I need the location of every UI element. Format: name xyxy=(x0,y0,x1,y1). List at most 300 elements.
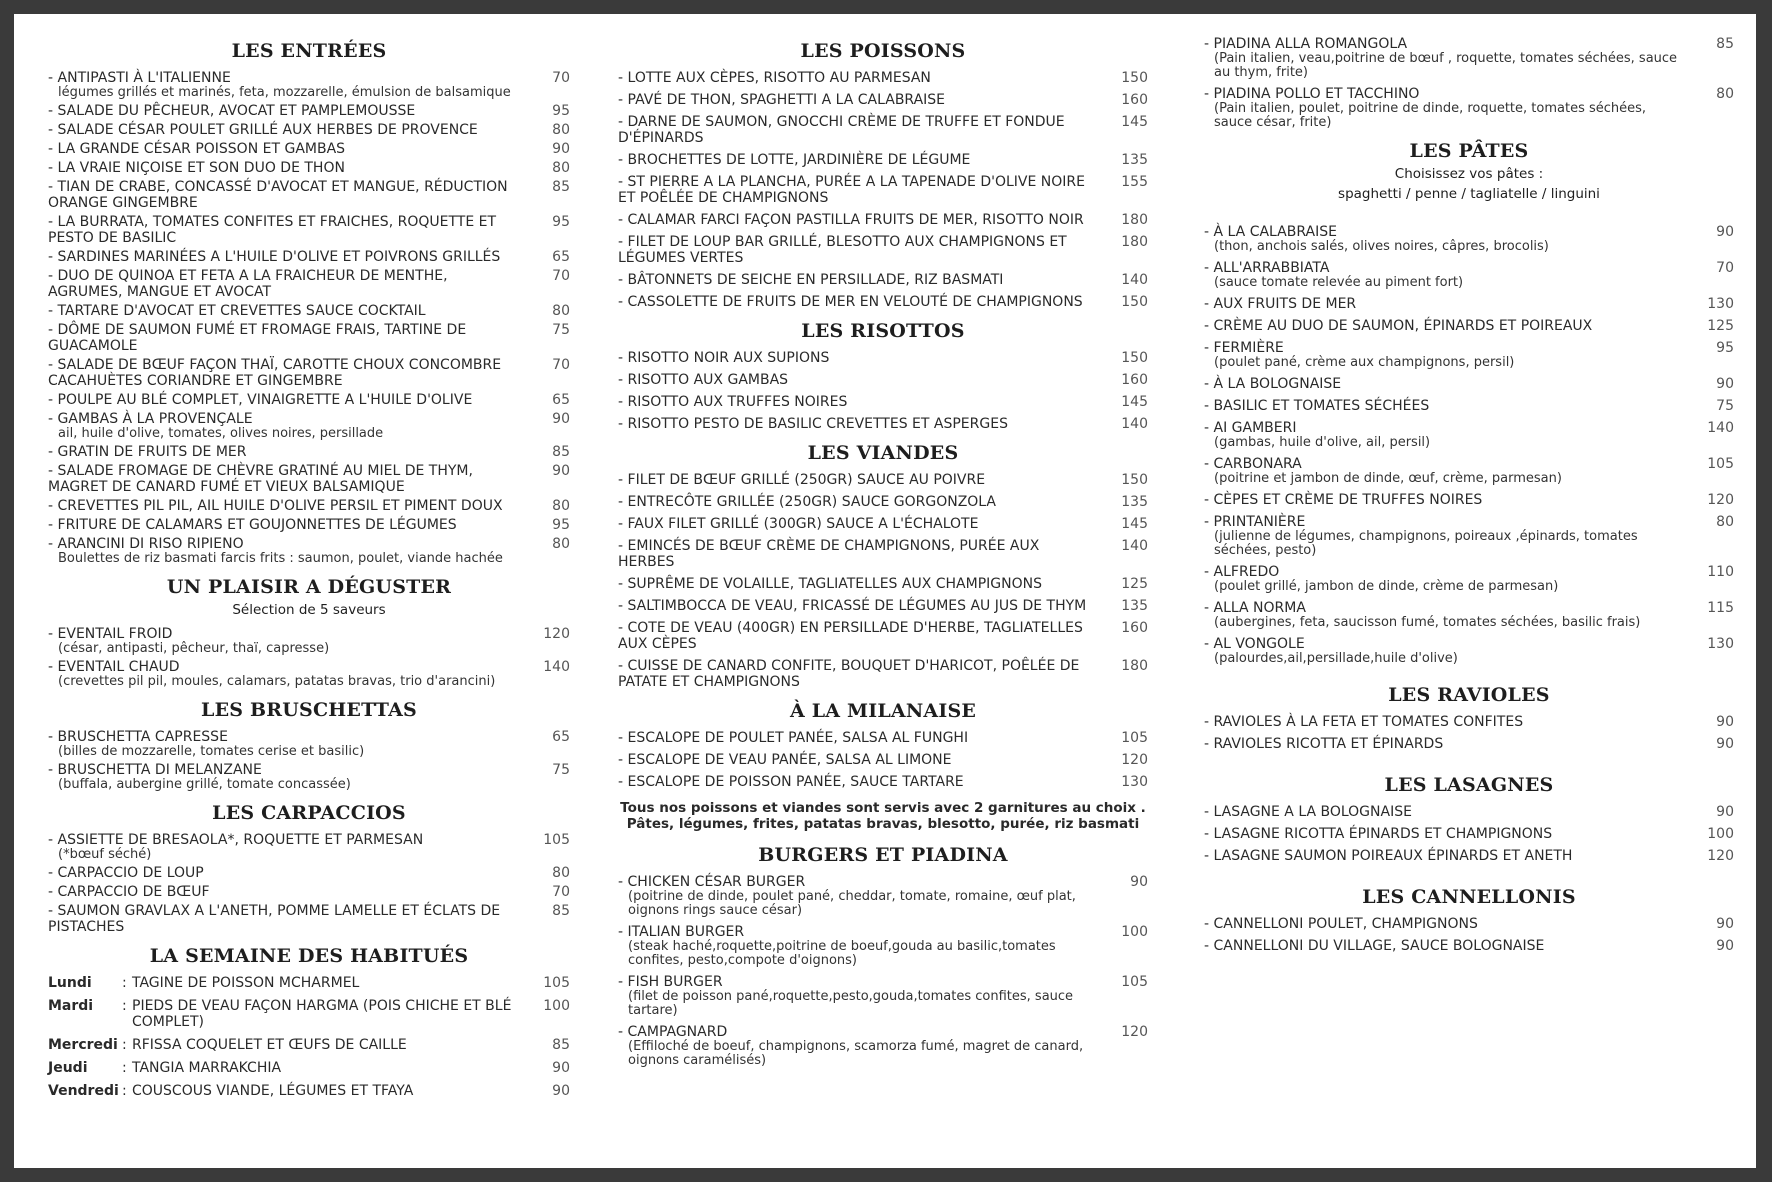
item-name: - RISOTTO AUX GAMBAS xyxy=(618,372,1100,388)
menu-item xyxy=(618,752,1148,768)
item-name: - BASILIC ET TOMATES SÉCHÉES xyxy=(1204,398,1686,414)
menu-item xyxy=(1204,296,1734,312)
menu-item xyxy=(48,160,570,176)
item-name: - ESCALOPE DE POISSON PANÉE, SAUCE TARTARE xyxy=(618,774,1100,790)
item-price: 85 xyxy=(552,179,570,195)
item-name: - DARNE DE SAUMON, GNOCCHI CRÈME DE TRUFFE ET FONDUE D'ÉPINARDS xyxy=(618,114,1100,146)
item-name: - À LA CALABRAISE xyxy=(1204,224,1686,240)
item-price: 105 xyxy=(1121,730,1148,746)
item-text xyxy=(48,268,536,300)
item-price: 130 xyxy=(1707,636,1734,652)
item-text xyxy=(618,494,1114,510)
item-name: - CARBONARA xyxy=(1204,456,1686,472)
item-price: 85 xyxy=(552,444,570,460)
item-price: 140 xyxy=(1707,420,1734,436)
menu-item xyxy=(48,498,570,514)
item-name: - LASAGNE SAUMON POIREAUX ÉPINARDS ET ANETH xyxy=(1204,848,1686,864)
item-name: - EMINCÉS DE BŒUF CRÈME DE CHAMPIGNONS, PURÉE AUX HERBES xyxy=(618,538,1100,570)
item-text xyxy=(1204,224,1700,254)
item-price: 120 xyxy=(1707,492,1734,508)
menu-item xyxy=(618,974,1148,1018)
item-text xyxy=(1204,564,1700,594)
section-title: LES RISOTTOS xyxy=(801,320,965,342)
menu-item xyxy=(1204,224,1734,254)
item-name: - SARDINES MARINÉES A L'HUILE D'OLIVE ET POIVRONS GRILLÉS xyxy=(48,249,522,265)
item-name: - CÈPES ET CRÈME DE TRUFFES NOIRES xyxy=(1204,492,1686,508)
item-price: 105 xyxy=(1121,974,1148,990)
item-description: (sauce tomate relevée au piment fort) xyxy=(1214,275,1464,290)
item-text xyxy=(1204,260,1700,290)
item-description: (poulet grillé, jambon de dinde, crème de parmesan) xyxy=(1214,579,1559,594)
item-text xyxy=(618,538,1114,570)
item-text xyxy=(618,620,1114,652)
menu-section xyxy=(618,442,1148,690)
menu-item xyxy=(48,865,570,881)
item-name: - BRUSCHETTA DI MELANZANE xyxy=(48,762,522,778)
item-description: (billes de mozzarelle, tomates cerise et basilic) xyxy=(58,744,365,759)
item-description: (*bœuf séché) xyxy=(58,847,152,862)
item-price: 80 xyxy=(552,865,570,881)
item-price: 140 xyxy=(543,659,570,675)
item-text xyxy=(618,752,1114,768)
item-text xyxy=(1204,938,1700,954)
item-price: 80 xyxy=(1716,514,1734,530)
menu-item xyxy=(1204,826,1734,842)
item-text xyxy=(618,272,1114,288)
weekday-row xyxy=(48,1083,570,1099)
weekday-price: 100 xyxy=(543,998,570,1014)
menu-item xyxy=(1204,938,1734,954)
menu-item xyxy=(48,536,570,566)
item-name: - EVENTAIL CHAUD xyxy=(48,659,522,675)
menu-item xyxy=(618,114,1148,146)
weekday-label: Mardi xyxy=(48,998,94,1014)
section-subtitle: spaghetti / penne / tagliatelle / linguini xyxy=(1338,186,1600,202)
section-title: LES POISSONS xyxy=(800,40,966,62)
item-text xyxy=(618,174,1114,206)
item-text xyxy=(48,214,536,246)
item-price: 65 xyxy=(552,729,570,745)
item-price: 95 xyxy=(552,517,570,533)
section-title: LES RAVIOLES xyxy=(1388,684,1550,706)
item-text xyxy=(1204,736,1700,752)
item-name: - AI GAMBERI xyxy=(1204,420,1686,436)
item-text xyxy=(48,160,536,176)
section-title: UN PLAISIR A DÉGUSTER xyxy=(166,576,452,598)
item-price: 160 xyxy=(1121,620,1148,636)
menu-item xyxy=(618,152,1148,168)
menu-item xyxy=(48,357,570,389)
item-text xyxy=(618,1024,1114,1068)
weekday-dish: COUSCOUS VIANDE, LÉGUMES ET TFAYA xyxy=(132,1083,414,1099)
item-text xyxy=(48,303,536,319)
item-price: 155 xyxy=(1121,174,1148,190)
item-text xyxy=(48,141,536,157)
section-title: BURGERS ET PIADINA xyxy=(758,844,1008,866)
item-price: 90 xyxy=(1716,804,1734,820)
item-name: - LA GRANDE CÉSAR POISSON ET GAMBAS xyxy=(48,141,522,157)
menu-item xyxy=(48,411,570,441)
item-name: - RISOTTO NOIR AUX SUPIONS xyxy=(618,350,1100,366)
item-text xyxy=(618,92,1114,108)
item-name: - FAUX FILET GRILLÉ (300GR) SAUCE A L'ÉCHALOTE xyxy=(618,516,1100,532)
item-text xyxy=(1204,492,1700,508)
item-price: 135 xyxy=(1121,598,1148,614)
item-price: 95 xyxy=(1716,340,1734,356)
menu-item xyxy=(48,303,570,319)
weekday-label: Jeudi xyxy=(48,1060,88,1076)
item-price: 70 xyxy=(552,357,570,373)
item-text xyxy=(618,774,1114,790)
menu-item xyxy=(48,463,570,495)
item-name: - LA BURRATA, TOMATES CONFITES ET FRAICHES, ROQUETTE ET PESTO DE BASILIC xyxy=(48,214,522,246)
menu-item xyxy=(618,294,1148,310)
item-description: (poulet pané, crème aux champignons, persil) xyxy=(1214,355,1515,370)
item-text xyxy=(48,536,536,566)
item-price: 95 xyxy=(552,214,570,230)
item-name: - CANNELLONI DU VILLAGE, SAUCE BOLOGNAISE xyxy=(1204,938,1686,954)
item-price: 95 xyxy=(552,103,570,119)
menu-section xyxy=(48,40,570,566)
item-name: - CALAMAR FARCI FAÇON PASTILLA FRUITS DE MER, RISOTTO NOIR xyxy=(618,212,1100,228)
item-text xyxy=(618,394,1114,410)
section-title: LES CANNELLONIS xyxy=(1362,886,1576,908)
menu-item xyxy=(618,774,1148,790)
menu-item xyxy=(1204,514,1734,558)
item-price: 90 xyxy=(1716,224,1734,240)
item-text xyxy=(1204,36,1700,80)
menu-item xyxy=(618,1024,1148,1068)
menu-item xyxy=(48,832,570,862)
item-price: 65 xyxy=(552,249,570,265)
item-price: 160 xyxy=(1121,92,1148,108)
weekday-price: 105 xyxy=(543,975,570,991)
item-price: 100 xyxy=(1121,924,1148,940)
item-text xyxy=(618,516,1114,532)
menu-item xyxy=(618,394,1148,410)
item-text xyxy=(618,350,1114,366)
weekday-dish: TAGINE DE POISSON MCHARMEL xyxy=(132,975,360,991)
item-text xyxy=(48,498,536,514)
menu-item xyxy=(48,903,570,935)
item-name: - ARANCINI DI RISO RIPIENO xyxy=(48,536,522,552)
menu-section xyxy=(48,576,570,689)
menu-item xyxy=(1204,376,1734,392)
menu-item xyxy=(48,70,570,100)
item-price: 80 xyxy=(552,160,570,176)
item-description: (Pain italien, veau,poitrine de bœuf , roquette, tomates séchées, sauce au thym, frite) xyxy=(1214,51,1678,80)
item-name: - AL VONGOLE xyxy=(1204,636,1686,652)
menu-item xyxy=(48,322,570,354)
item-name: - ALLA NORMA xyxy=(1204,600,1686,616)
item-name: - COTE DE VEAU (400GR) EN PERSILLADE D'HERBE, TAGLIATELLES AUX CÈPES xyxy=(618,620,1100,652)
item-name: - BRUSCHETTA CAPRESSE xyxy=(48,729,522,745)
item-text xyxy=(48,903,536,935)
item-price: 110 xyxy=(1707,564,1734,580)
item-name: - ASSIETTE DE BRESAOLA*, ROQUETTE ET PARMESAN xyxy=(48,832,522,848)
menu-item xyxy=(618,234,1148,266)
item-text xyxy=(48,179,536,211)
item-text xyxy=(618,416,1114,432)
menu-item xyxy=(618,658,1148,690)
menu-column-right xyxy=(1204,36,1734,964)
item-price: 90 xyxy=(1716,714,1734,730)
item-name: - FRITURE DE CALAMARS ET GOUJONNETTES DE LÉGUMES xyxy=(48,517,522,533)
item-name: - CASSOLETTE DE FRUITS DE MER EN VELOUTÉ DE CHAMPIGNONS xyxy=(618,294,1100,310)
item-text xyxy=(1204,296,1700,312)
section-title: À LA MILANAISE xyxy=(789,700,977,722)
separator: : xyxy=(122,998,127,1014)
item-price: 140 xyxy=(1121,538,1148,554)
item-name: - BROCHETTES DE LOTTE, JARDINIÈRE DE LÉGUME xyxy=(618,152,1100,168)
item-text xyxy=(1204,916,1700,932)
menu-item xyxy=(1204,340,1734,370)
item-name: - PRINTANIÈRE xyxy=(1204,514,1686,530)
item-text xyxy=(48,865,536,881)
menu-item xyxy=(1204,916,1734,932)
menu-item xyxy=(1204,260,1734,290)
weekday-row xyxy=(48,998,570,1030)
menu-item xyxy=(48,122,570,138)
item-description: (palourdes,ail,persillade,huile d'olive) xyxy=(1214,651,1458,666)
item-text xyxy=(48,70,536,100)
item-text xyxy=(1204,376,1700,392)
weekday-price: 90 xyxy=(552,1083,570,1099)
item-text xyxy=(48,411,536,441)
item-name: - PAVÉ DE THON, SPAGHETTI A LA CALABRAISE xyxy=(618,92,1100,108)
item-price: 100 xyxy=(1707,826,1734,842)
item-text xyxy=(48,832,536,862)
menu-section xyxy=(1204,36,1734,130)
item-description: Boulettes de riz basmati farcis frits : saumon, poulet, viande hachée xyxy=(58,551,503,566)
item-name: - SALTIMBOCCA DE VEAU, FRICASSÉ DE LÉGUMES AU JUS DE THYM xyxy=(618,598,1100,614)
item-price: 180 xyxy=(1121,212,1148,228)
item-name: - SUPRÊME DE VOLAILLE, TAGLIATELLES AUX CHAMPIGNONS xyxy=(618,576,1100,592)
item-price: 90 xyxy=(1716,376,1734,392)
separator: : xyxy=(122,1060,127,1076)
item-price: 150 xyxy=(1121,350,1148,366)
section-title: LA SEMAINE DES HABITUÉS xyxy=(149,945,469,967)
item-name: - CREVETTES PIL PIL, AIL HUILE D'OLIVE PERSIL ET PIMENT DOUX xyxy=(48,498,522,514)
item-text xyxy=(1204,514,1700,558)
weekday-row xyxy=(48,1037,570,1053)
item-name: - FERMIÈRE xyxy=(1204,340,1686,356)
item-text xyxy=(618,212,1114,228)
menu-item xyxy=(1204,736,1734,752)
item-text xyxy=(1204,340,1700,370)
item-text xyxy=(618,372,1114,388)
item-price: 85 xyxy=(1716,36,1734,52)
item-text xyxy=(618,472,1114,488)
item-price: 130 xyxy=(1707,296,1734,312)
menu-section xyxy=(1204,684,1734,752)
item-name: - SALADE FROMAGE DE CHÈVRE GRATINÉ AU MIEL DE THYM, MAGRET DE CANARD FUMÉ ET VIEUX BALSAMIQUE xyxy=(48,463,522,495)
item-price: 80 xyxy=(1716,86,1734,102)
item-name: - PIADINA POLLO ET TACCHINO xyxy=(1204,86,1686,102)
menu-item xyxy=(48,103,570,119)
item-description: (poitrine de dinde, poulet pané, cheddar, tomate, romaine, œuf plat, oignons rings sauce césar) xyxy=(628,889,1076,918)
menu-item xyxy=(48,884,570,900)
menu-item xyxy=(618,576,1148,592)
item-name: - À LA BOLOGNAISE xyxy=(1204,376,1686,392)
item-text xyxy=(48,762,536,792)
habitues-section xyxy=(48,945,570,1099)
item-text xyxy=(618,924,1114,968)
item-text xyxy=(48,357,536,389)
item-price: 135 xyxy=(1121,494,1148,510)
item-name: - LOTTE AUX CÈPES, RISOTTO AU PARMESAN xyxy=(618,70,1100,86)
menu-section xyxy=(1204,774,1734,864)
item-price: 90 xyxy=(552,463,570,479)
item-text xyxy=(618,576,1114,592)
menu-item xyxy=(618,494,1148,510)
item-text xyxy=(618,294,1114,310)
item-price: 90 xyxy=(1716,736,1734,752)
item-name: - ALFREDO xyxy=(1204,564,1686,580)
weekday-row xyxy=(48,1060,570,1076)
item-name: - TARTARE D'AVOCAT ET CREVETTES SAUCE COCKTAIL xyxy=(48,303,522,319)
item-price: 140 xyxy=(1121,272,1148,288)
separator: : xyxy=(122,1037,127,1053)
item-name: - FILET DE BŒUF GRILLÉ (250GR) SAUCE AU POIVRE xyxy=(618,472,1100,488)
item-price: 120 xyxy=(1121,1024,1148,1040)
item-name: - BÂTONNETS DE SEICHE EN PERSILLADE, RIZ BASMATI xyxy=(618,272,1100,288)
item-name: - SALADE DU PÊCHEUR, AVOCAT ET PAMPLEMOUSSE xyxy=(48,103,522,119)
item-text xyxy=(48,626,536,656)
item-price: 105 xyxy=(1707,456,1734,472)
menu-item xyxy=(618,272,1148,288)
item-name: - SAUMON GRAVLAX A L'ANETH, POMME LAMELLE ET ÉCLATS DE PISTACHES xyxy=(48,903,522,935)
menu-column-middle xyxy=(618,36,1148,1078)
item-description: (julienne de légumes, champignons, poireaux ,épinards, tomates séchées, pesto) xyxy=(1214,529,1638,558)
menu-item xyxy=(1204,492,1734,508)
item-text xyxy=(48,103,536,119)
item-price: 105 xyxy=(543,832,570,848)
item-name: - LASAGNE RICOTTA ÉPINARDS ET CHAMPIGNONS xyxy=(1204,826,1686,842)
item-price: 180 xyxy=(1121,658,1148,674)
menu-item xyxy=(48,659,570,689)
menu-item xyxy=(1204,714,1734,730)
item-price: 145 xyxy=(1121,394,1148,410)
item-name: - DUO DE QUINOA ET FETA A LA FRAICHEUR DE MENTHE, AGRUMES, MANGUE ET AVOCAT xyxy=(48,268,522,300)
item-name: - RAVIOLES À LA FETA ET TOMATES CONFITES xyxy=(1204,714,1686,730)
item-description: (filet de poisson pané,roquette,pesto,gouda,tomates confites, sauce tartare) xyxy=(628,989,1074,1018)
item-name: - RISOTTO PESTO DE BASILIC CREVETTES ET ASPERGES xyxy=(618,416,1100,432)
menu-item xyxy=(48,392,570,408)
item-text xyxy=(618,152,1114,168)
menu-section xyxy=(618,800,1148,832)
item-text xyxy=(618,658,1114,690)
item-price: 75 xyxy=(552,322,570,338)
item-price: 140 xyxy=(1121,416,1148,432)
section-subtitle: Choisissez vos pâtes : xyxy=(1394,166,1544,182)
item-name: - ST PIERRE A LA PLANCHA, PURÉE A LA TAPENADE D'OLIVE NOIRE ET POÊLÉE DE CHAMPIGNONS xyxy=(618,174,1100,206)
item-name: - CARPACCIO DE BŒUF xyxy=(48,884,522,900)
garnish-note: Tous nos poissons et viandes sont servis avec 2 garnitures au choix . Pâtes, légumes, frites, patatas bravas, blesotto, purée, riz basmati xyxy=(620,800,1146,832)
item-price: 120 xyxy=(1121,752,1148,768)
item-price: 75 xyxy=(1716,398,1734,414)
menu-item xyxy=(1204,456,1734,486)
item-name: - AUX FRUITS DE MER xyxy=(1204,296,1686,312)
item-price: 90 xyxy=(1716,916,1734,932)
item-price: 125 xyxy=(1707,318,1734,334)
item-text xyxy=(1204,826,1700,842)
item-name: - SALADE DE BŒUF FAÇON THAÏ, CAROTTE CHOUX CONCOMBRE CACAHUÈTES CORIANDRE ET GINGEMBRE xyxy=(48,357,522,389)
item-text xyxy=(48,463,536,495)
item-price: 120 xyxy=(1707,848,1734,864)
item-text xyxy=(1204,86,1700,130)
menu-item xyxy=(618,598,1148,614)
menu-section xyxy=(618,700,1148,790)
menu-item xyxy=(618,350,1148,366)
item-text xyxy=(48,249,536,265)
item-name: - POULPE AU BLÉ COMPLET, VINAIGRETTE A L'HUILE D'OLIVE xyxy=(48,392,522,408)
item-text xyxy=(618,874,1114,918)
menu-item xyxy=(1204,636,1734,666)
menu-item xyxy=(618,516,1148,532)
menu-item xyxy=(1204,804,1734,820)
item-name: - ANTIPASTI À L'ITALIENNE xyxy=(48,70,522,86)
item-price: 80 xyxy=(552,303,570,319)
menu-item xyxy=(1204,600,1734,630)
menu-item xyxy=(48,249,570,265)
item-price: 80 xyxy=(552,498,570,514)
item-name: - GRATIN DE FRUITS DE MER xyxy=(48,444,522,460)
item-name: - CARPACCIO DE LOUP xyxy=(48,865,522,881)
item-text xyxy=(1204,420,1700,450)
menu-item xyxy=(618,70,1148,86)
item-name: - CHICKEN CÉSAR BURGER xyxy=(618,874,1100,890)
item-text xyxy=(1204,804,1700,820)
item-price: 90 xyxy=(1130,874,1148,890)
item-text xyxy=(618,70,1114,86)
item-price: 150 xyxy=(1121,70,1148,86)
section-title: LES CARPACCIOS xyxy=(212,802,406,824)
menu-item xyxy=(618,212,1148,228)
item-name: - CRÈME AU DUO DE SAUMON, ÉPINARDS ET POIREAUX xyxy=(1204,318,1686,334)
menu-section xyxy=(618,320,1148,432)
menu-item xyxy=(618,874,1148,918)
section-title: LES ENTRÉES xyxy=(231,40,387,62)
item-text xyxy=(48,884,536,900)
weekday-row xyxy=(48,975,570,991)
menu-section xyxy=(1204,140,1734,666)
item-name: - LASAGNE A LA BOLOGNAISE xyxy=(1204,804,1686,820)
menu-item xyxy=(1204,398,1734,414)
weekday-dish: TANGIA MARRAKCHIA xyxy=(132,1060,282,1076)
item-price: 90 xyxy=(552,141,570,157)
item-price: 135 xyxy=(1121,152,1148,168)
weekday-label: Lundi xyxy=(48,975,92,991)
menu-section xyxy=(48,802,570,935)
item-description: (buffala, aubergine grillé, tomate concassée) xyxy=(58,777,351,792)
menu-section xyxy=(48,699,570,792)
item-text xyxy=(48,444,536,460)
item-name: - ENTRECÔTE GRILLÉE (250GR) SAUCE GORGONZOLA xyxy=(618,494,1100,510)
item-price: 65 xyxy=(552,392,570,408)
menu-item xyxy=(618,538,1148,570)
weekday-price: 85 xyxy=(552,1037,570,1053)
item-description: (césar, antipasti, pêcheur, thaï, capresse) xyxy=(58,641,330,656)
item-description: (poitrine et jambon de dinde, œuf, crème, parmesan) xyxy=(1214,471,1562,486)
menu-page xyxy=(14,14,1756,1168)
item-description: (steak haché,roquette,poitrine de boeuf,gouda au basilic,tomates confites, pesto,compote d'oignons) xyxy=(628,939,1056,968)
item-name: - ITALIAN BURGER xyxy=(618,924,1100,940)
menu-item xyxy=(48,762,570,792)
item-text xyxy=(618,598,1114,614)
item-price: 160 xyxy=(1121,372,1148,388)
menu-item xyxy=(618,174,1148,206)
